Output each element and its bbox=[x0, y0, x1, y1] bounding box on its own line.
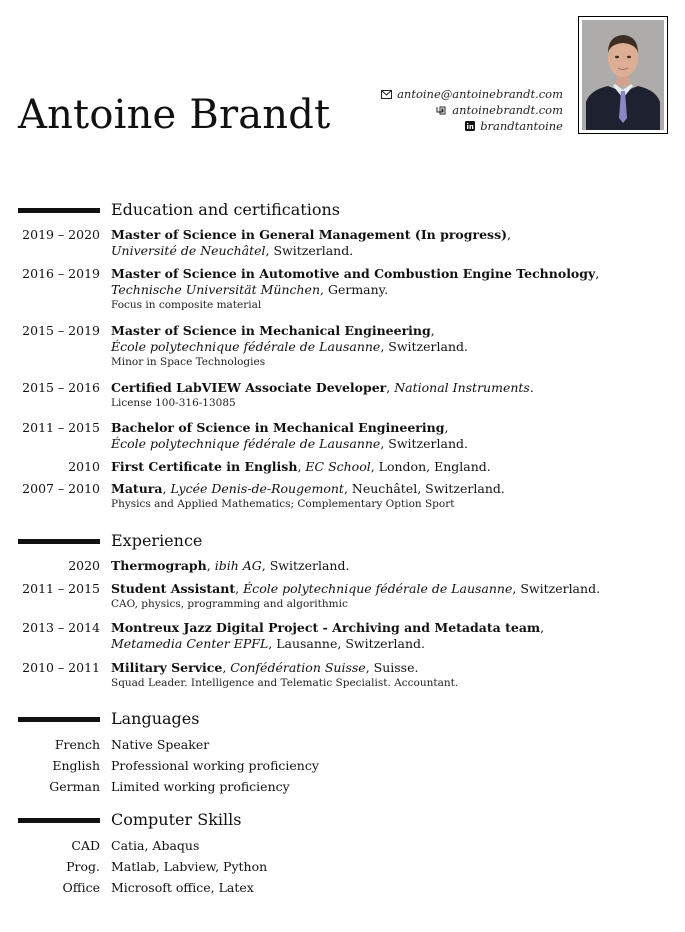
language-level: Limited working proficiency bbox=[111, 779, 290, 794]
entry-location: , Neuchâtel, Switzerland. bbox=[343, 481, 505, 496]
entry-separator: , bbox=[235, 581, 240, 596]
education-section bbox=[18, 200, 675, 220]
entry-note: License 100-316-13085 bbox=[111, 397, 236, 409]
education-entry-2 bbox=[18, 266, 675, 313]
entry-location: , Lausanne, Switzerland. bbox=[268, 636, 426, 651]
entry-title: Matura bbox=[111, 481, 163, 496]
linkedin-icon bbox=[465, 121, 475, 131]
experience-section bbox=[18, 531, 675, 551]
entry-separator: , bbox=[297, 459, 302, 474]
entry-title: Thermograph bbox=[111, 558, 207, 573]
language-label: English bbox=[52, 758, 100, 773]
language-level: Native Speaker bbox=[111, 737, 210, 752]
entry-separator: , bbox=[430, 323, 435, 338]
entry-location: , Switzerland. bbox=[265, 243, 354, 258]
section-rule bbox=[18, 717, 100, 722]
entry-separator: , bbox=[222, 660, 227, 675]
experience-entry-2 bbox=[18, 581, 675, 612]
entry-institution: ibih AG bbox=[214, 558, 262, 573]
entry-date: 2015 – 2019 bbox=[22, 323, 100, 338]
skill-value: Catia, Abaqus bbox=[111, 838, 200, 853]
entry-date: 2020 bbox=[68, 558, 100, 573]
entry-date: 2010 – 2011 bbox=[22, 660, 100, 675]
language-label: French bbox=[54, 737, 100, 752]
entry-location: , London, England. bbox=[370, 459, 491, 474]
education-entry-6 bbox=[18, 459, 675, 475]
experience-entry-1 bbox=[18, 558, 675, 574]
entry-location: . bbox=[529, 380, 534, 395]
entry-institution: École polytechnique fédérale de Lausanne bbox=[243, 581, 513, 596]
entry-date: 2011 – 2015 bbox=[22, 420, 100, 435]
education-entry-7 bbox=[18, 481, 675, 512]
entry-institution: Technische Universität München bbox=[111, 282, 321, 297]
entry-location: , Switzerland. bbox=[261, 558, 350, 573]
entry-date: 2013 – 2014 bbox=[22, 620, 100, 635]
skills-section bbox=[18, 810, 675, 830]
section-rule bbox=[18, 539, 100, 544]
entry-date: 2007 – 2010 bbox=[22, 481, 100, 496]
skill-label: CAD bbox=[71, 838, 100, 853]
education-entry-1 bbox=[18, 227, 675, 259]
education-header bbox=[18, 200, 675, 220]
entry-title: Student Assistant bbox=[111, 581, 236, 596]
entry-institution: Université de Neuchâtel bbox=[111, 243, 266, 258]
linkedin-row[interactable] bbox=[381, 118, 563, 134]
entry-separator: , bbox=[507, 227, 512, 242]
contact-block bbox=[381, 86, 563, 134]
entry-note: Focus in composite material bbox=[111, 299, 262, 311]
languages-header bbox=[18, 709, 675, 729]
entry-title: Montreux Jazz Digital Project - Archiving and Metadata team bbox=[111, 620, 541, 635]
language-french bbox=[18, 737, 675, 753]
entry-separator: , bbox=[386, 380, 391, 395]
entry-separator: , bbox=[595, 266, 600, 281]
skill-cad bbox=[18, 838, 675, 854]
linkedin-link[interactable]: brandtantoine bbox=[480, 119, 563, 133]
section-title: Experience bbox=[111, 531, 203, 550]
entry-date: 2011 – 2015 bbox=[22, 581, 100, 596]
entry-date: 2010 bbox=[68, 459, 100, 474]
entry-title: Master of Science in Automotive and Combustion Engine Technology bbox=[111, 266, 596, 281]
entry-title: First Certificate in English bbox=[111, 459, 298, 474]
section-rule bbox=[18, 208, 100, 213]
candidate-name: Antoine Brandt bbox=[18, 92, 331, 138]
languages-section bbox=[18, 709, 675, 729]
portrait-image bbox=[582, 20, 664, 130]
skill-value: Microsoft office, Latex bbox=[111, 880, 254, 895]
entry-separator: , bbox=[206, 558, 211, 573]
experience-entry-4 bbox=[18, 660, 675, 691]
website-icon bbox=[436, 106, 447, 115]
entry-institution: Metamedia Center EPFL bbox=[111, 636, 269, 651]
skill-value: Matlab, Labview, Python bbox=[111, 859, 268, 874]
entry-title: Master of Science in Mechanical Engineering bbox=[111, 323, 431, 338]
entry-note: CAO, physics, programming and algorithmic bbox=[111, 598, 348, 610]
entry-note: Squad Leader. Intelligence and Telematic Specialist. Accountant. bbox=[111, 677, 459, 689]
entry-title: Bachelor of Science in Mechanical Engineering bbox=[111, 420, 445, 435]
language-english bbox=[18, 758, 675, 774]
entry-location: , Switzerland. bbox=[512, 581, 601, 596]
section-title: Education and certifications bbox=[111, 200, 340, 219]
skill-label: Office bbox=[62, 880, 100, 895]
entry-separator: , bbox=[540, 620, 545, 635]
entry-institution: École polytechnique fédérale de Lausanne bbox=[111, 339, 381, 354]
entry-institution: EC School bbox=[305, 459, 371, 474]
entry-institution: Confédération Suisse bbox=[230, 660, 366, 675]
skill-office bbox=[18, 880, 675, 896]
skill-label: Prog. bbox=[66, 859, 100, 874]
experience-entry-3 bbox=[18, 620, 675, 652]
entry-title: Certified LabVIEW Associate Developer bbox=[111, 380, 387, 395]
education-entry-5 bbox=[18, 420, 675, 452]
entry-date: 2015 – 2016 bbox=[22, 380, 100, 395]
section-title: Languages bbox=[111, 709, 200, 728]
entry-note: Physics and Applied Mathematics; Complementary Option Sport bbox=[111, 498, 455, 510]
entry-date: 2016 – 2019 bbox=[22, 266, 100, 281]
envelope-icon bbox=[381, 90, 392, 99]
education-entry-3 bbox=[18, 323, 675, 370]
entry-institution: École polytechnique fédérale de Lausanne bbox=[111, 436, 381, 451]
entry-date: 2019 – 2020 bbox=[22, 227, 100, 242]
experience-header bbox=[18, 531, 675, 551]
language-german bbox=[18, 779, 675, 795]
skills-header bbox=[18, 810, 675, 830]
entry-location: , Switzerland. bbox=[380, 339, 468, 354]
email-link[interactable]: antoine@antoinebrandt.com bbox=[397, 87, 563, 101]
website-row[interactable] bbox=[381, 102, 563, 118]
entry-title: Military Service bbox=[111, 660, 223, 675]
entry-location: , Switzerland. bbox=[380, 436, 468, 451]
entry-title: Master of Science in General Management (In progress) bbox=[111, 227, 508, 242]
section-rule bbox=[18, 818, 100, 823]
entry-location: , Germany. bbox=[320, 282, 389, 297]
website-link[interactable]: antoinebrandt.com bbox=[452, 103, 563, 117]
section-title: Computer Skills bbox=[111, 810, 242, 829]
entry-separator: , bbox=[162, 481, 167, 496]
skill-prog bbox=[18, 859, 675, 875]
entry-institution: Lycée Denis-de-Rougemont bbox=[170, 481, 344, 496]
entry-note: Minor in Space Technologies bbox=[111, 356, 266, 368]
entry-institution: National Instruments bbox=[394, 380, 530, 395]
language-level: Professional working proficiency bbox=[111, 758, 319, 773]
language-label: German bbox=[49, 779, 100, 794]
email-row[interactable] bbox=[381, 86, 563, 102]
education-entry-4 bbox=[18, 380, 675, 411]
profile-photo bbox=[578, 16, 668, 134]
entry-separator: , bbox=[444, 420, 449, 435]
entry-location: , Suisse. bbox=[365, 660, 419, 675]
